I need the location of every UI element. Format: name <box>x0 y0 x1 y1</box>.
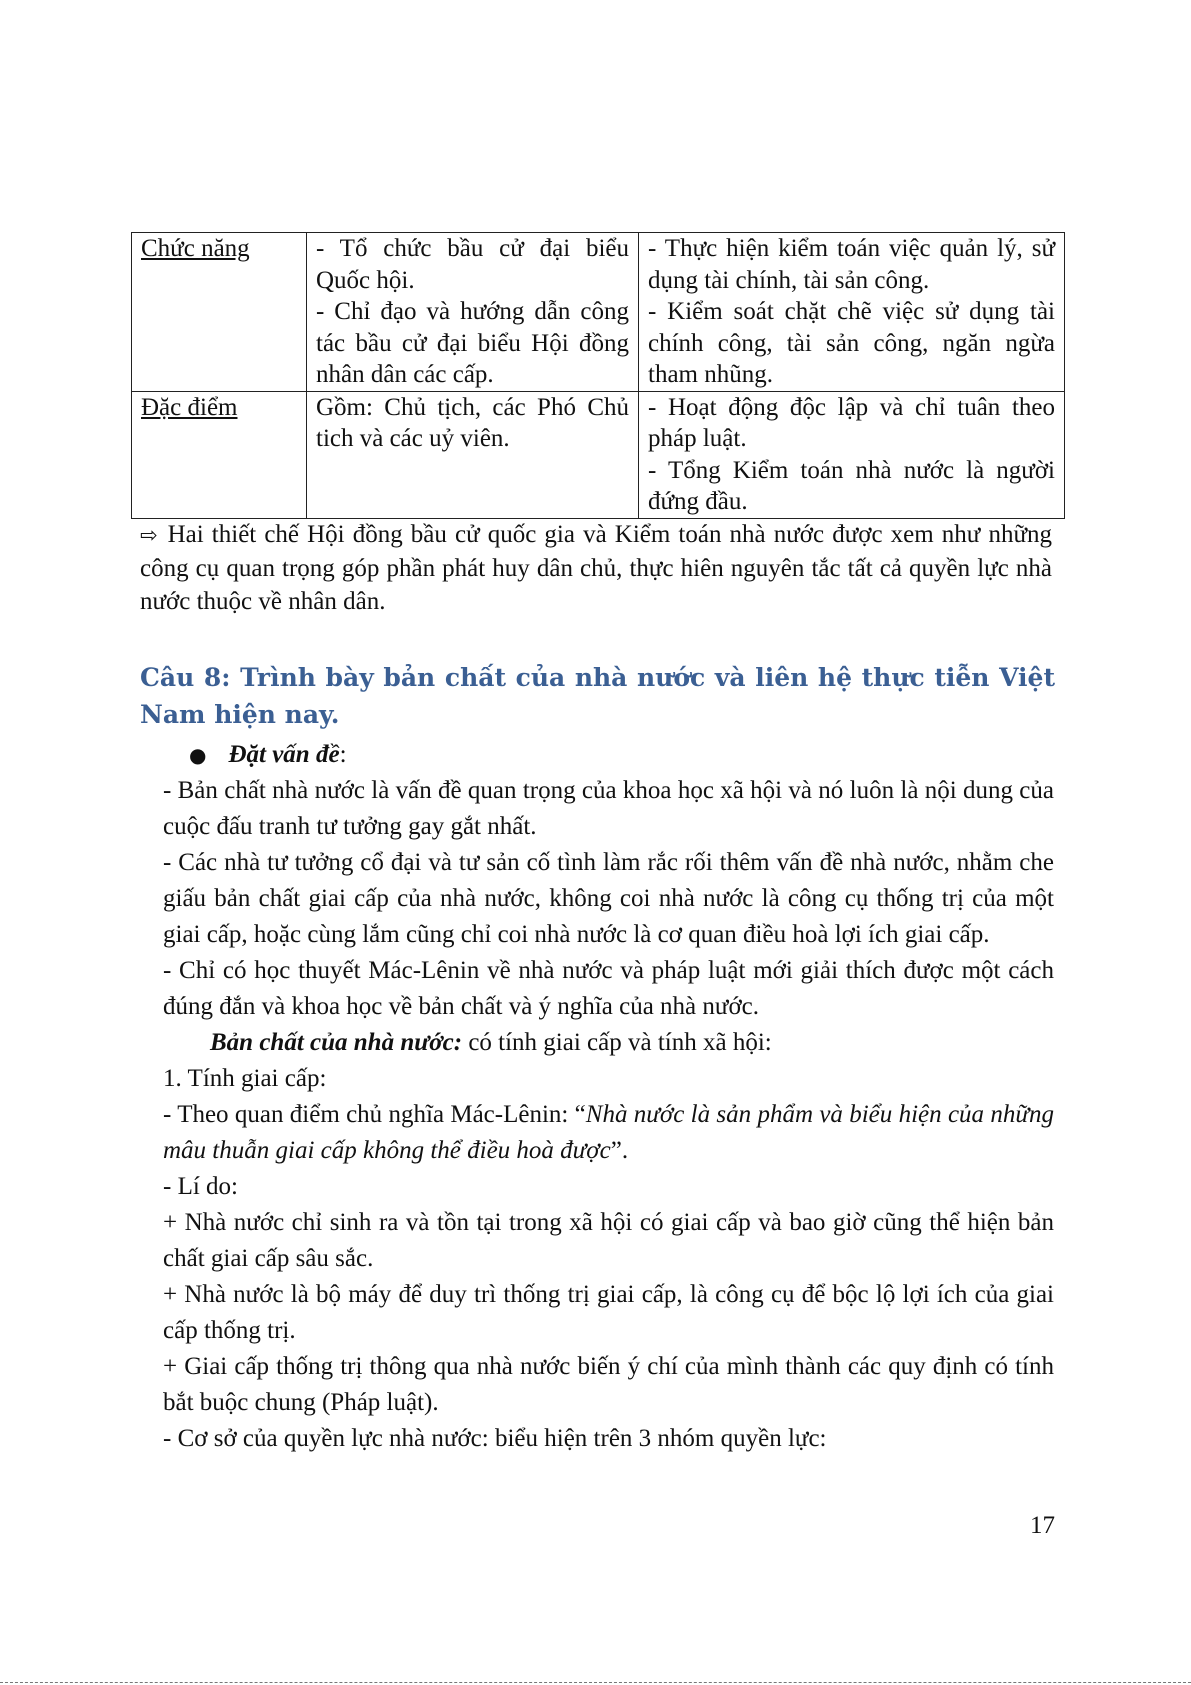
row-label-cell <box>132 391 307 518</box>
nature-paragraph <box>176 1025 1054 1061</box>
paragraph: - Các nhà tư tưởng cổ đại và tư sản cố tình làm rắc rối thêm vấn đề nhà nước, nhằm che giấu bản chất giai cấp của nhà nước, không coi nhà nước là công cụ thống trị của một giai cấp, hoặc cùng lắm cũng chỉ coi nhà nước là cơ quan điều hoà lợi ích giai cấp. <box>163 849 1054 948</box>
conclusion-paragraph <box>140 518 1052 618</box>
quote-text: Nhà nước là sản phẩm và biểu hiện của những mâu thuẫn giai cấp không thể điều hoà được <box>163 1101 1054 1164</box>
paragraph: - Bản chất nhà nước là vấn đề quan trọng của khoa học xã hội và nó luôn là nội dung của cuộc đấu tranh tư tưởng gay gắt nhất. <box>163 777 1054 840</box>
issue-heading: Đặt vấn đề <box>228 741 340 768</box>
table-row <box>132 391 1065 518</box>
row-label-cell <box>132 233 307 392</box>
quote-paragraph <box>163 1097 1054 1169</box>
paragraph: - Chỉ có học thuyết Mác-Lênin về nhà nước và pháp luật mới giải thích được một cách đúng đắn và khoa học về bản chất và ý nghĩa của nhà nước. <box>163 957 1054 1020</box>
arrow-right-icon: ⇨ <box>140 523 158 547</box>
state-audit-cell <box>639 233 1065 392</box>
election-council-cell <box>307 391 639 518</box>
paragraph: - Cơ sở của quyền lực nhà nước: biểu hiện trên 3 nhóm quyền lực: <box>163 1425 827 1452</box>
cell-line: - Tổ chức bầu cử đại biểu Quốc hội. <box>316 235 629 294</box>
issue-bullet: ● Đặt vấn đề: <box>189 737 1054 773</box>
question-heading: Câu 8: Trình bày bản chất của nhà nước và liên hệ thực tiễn Việt Nam hiện nay. <box>140 663 1055 729</box>
paragraph: - Lí do: <box>163 1173 238 1200</box>
comparison-table <box>131 232 1065 519</box>
quote-suffix: ”. <box>610 1137 629 1164</box>
page-divider <box>0 1682 1191 1683</box>
bullet-icon: ● <box>189 743 207 767</box>
table-row <box>132 233 1065 392</box>
row-label: Chức năng <box>141 235 250 262</box>
nature-text: có tính giai cấp và tính xã hội: <box>462 1029 772 1056</box>
answer-body <box>163 737 1054 1457</box>
paragraph: + Nhà nước chỉ sinh ra và tồn tại trong xã hội có giai cấp và bao giờ cũng thể hiện bản chất giai cấp sâu sắc. <box>163 1209 1054 1272</box>
quote-prefix: - Theo quan điểm chủ nghĩa Mác-Lênin: “ <box>163 1101 586 1128</box>
paragraph: + Nhà nước là bộ máy để duy trì thống trị giai cấp, là công cụ để bộc lộ lợi ích của giai cấp thống trị. <box>163 1281 1054 1344</box>
cell-line: - Hoạt động độc lập và chỉ tuân theo pháp luật. <box>648 393 1055 452</box>
nature-heading: Bản chất của nhà nước: <box>210 1029 463 1056</box>
cell-line: - Chỉ đạo và hướng dẫn công tác bầu cử đại biểu Hội đồng nhân dân các cấp. <box>316 298 629 388</box>
page-number: 17 <box>1030 1512 1055 1539</box>
cell-line: - Kiểm soát chặt chẽ việc sử dụng tài chính công, tài sản công, ngăn ngừa tham nhũng. <box>648 298 1055 388</box>
paragraph: + Giai cấp thống trị thông qua nhà nước biến ý chí của mình thành các quy định có tính bắt buộc chung (Pháp luật). <box>163 1353 1054 1416</box>
row-label: Đặc điểm <box>141 393 238 421</box>
cell-line: - Tổng Kiểm toán nhà nước là người đứng đầu. <box>648 456 1055 515</box>
numbered-item: 1. Tính giai cấp: <box>163 1065 327 1092</box>
election-council-cell <box>307 233 639 392</box>
cell-line: - Thực hiện kiểm toán việc quản lý, sử dụng tài chính, tài sản công. <box>648 235 1055 294</box>
state-audit-cell <box>639 391 1065 518</box>
cell-line: Gồm: Chủ tịch, các Phó Chủ tich và các uỷ viên. <box>316 393 629 452</box>
conclusion-text: Hai thiết chế Hội đồng bầu cử quốc gia và Kiểm toán nhà nước được xem như những công cụ quan trọng góp phần phát huy dân chủ, thực hiên nguyên tắc tất cả quyền lực nhà nước thuộc về nhân dân. <box>140 521 1052 615</box>
